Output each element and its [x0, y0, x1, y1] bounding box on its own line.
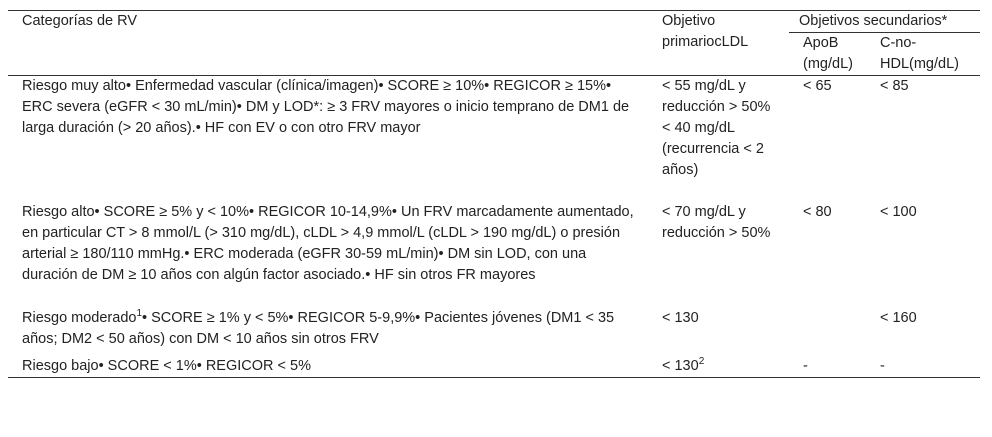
primary-line: < 40 mg/dL (recurrencia < 2 años) [662, 120, 764, 178]
table-row [8, 76, 980, 202]
cell-category: Riesgo bajo• SCORE < 1%• REGICOR < 5% [8, 356, 648, 378]
cell-primary: < 70 mg/dL y reducción > 50% [662, 203, 771, 241]
header-primary: Objetivo primariocLDL [648, 11, 789, 76]
cell-primary: < 130 [662, 309, 699, 326]
table-row [8, 308, 980, 356]
cell-apob: < 65 [789, 76, 866, 202]
category-name: Riesgo moderado [22, 309, 137, 326]
cell-cnohdl: < 160 [880, 309, 917, 326]
cell-cnohdl: < 100 [880, 203, 917, 220]
cell-apob [789, 308, 866, 356]
table-row [8, 356, 980, 378]
cell-category: Riesgo alto• SCORE ≥ 5% y < 10%• REGICOR 10-14,9%• Un FRV marcadamente aumentado, en particular CT > 8 mmol/L (> 310 mg/dL), cLDL > 4,9 mmol/L (cLDL > 190 mg/dL) o presión arterial ≥ 180/110 mmHg.• ERC moderada (eGFR 30-59 mL/min)• DM sin LOD, con una duración de DM ≥ 10 años con algún factor asociado.• HF sin otros FR mayores [22, 203, 634, 283]
targets-table [8, 10, 980, 378]
footnote-marker: 1 [136, 307, 143, 319]
footnote-marker: 2 [698, 355, 705, 367]
header-apob: ApoB (mg/dL) [789, 33, 866, 76]
header-cnohdl: C-no-HDL(mg/dL) [866, 33, 980, 76]
cell-primary [648, 356, 789, 378]
cell-apob: - [789, 356, 866, 378]
cell-cnohdl: < 85 [866, 76, 980, 202]
primary-value: < 130 [662, 357, 699, 374]
header-categories: Categorías de RV [8, 11, 648, 76]
header-secondary: Objetivos secundarios* [789, 11, 980, 33]
cell-category [8, 308, 648, 356]
primary-line: < 55 mg/dL y reducción > 50% [662, 78, 771, 115]
cell-category: Riesgo muy alto• Enfermedad vascular (clínica/imagen)• SCORE ≥ 10%• REGICOR ≥ 15%• ERC severa (eGFR < 30 mL/min)• DM y LOD*: ≥ 3 FRV mayores o inicio temprano de DM1 de larga duración (> 20 años).• HF con EV o con otro FRV mayor [8, 76, 648, 202]
table-row [8, 202, 980, 308]
cell-cnohdl: - [866, 356, 980, 378]
category-criteria: • SCORE ≥ 1% y < 5%• REGICOR 5-9,9%• Pacientes jóvenes (DM1 < 35 años; DM2 < 50 años) con DM < 10 años sin otros FRV [22, 309, 615, 347]
header-row-1 [8, 11, 980, 33]
cell-primary [648, 76, 789, 202]
cell-apob: < 80 [803, 203, 832, 220]
